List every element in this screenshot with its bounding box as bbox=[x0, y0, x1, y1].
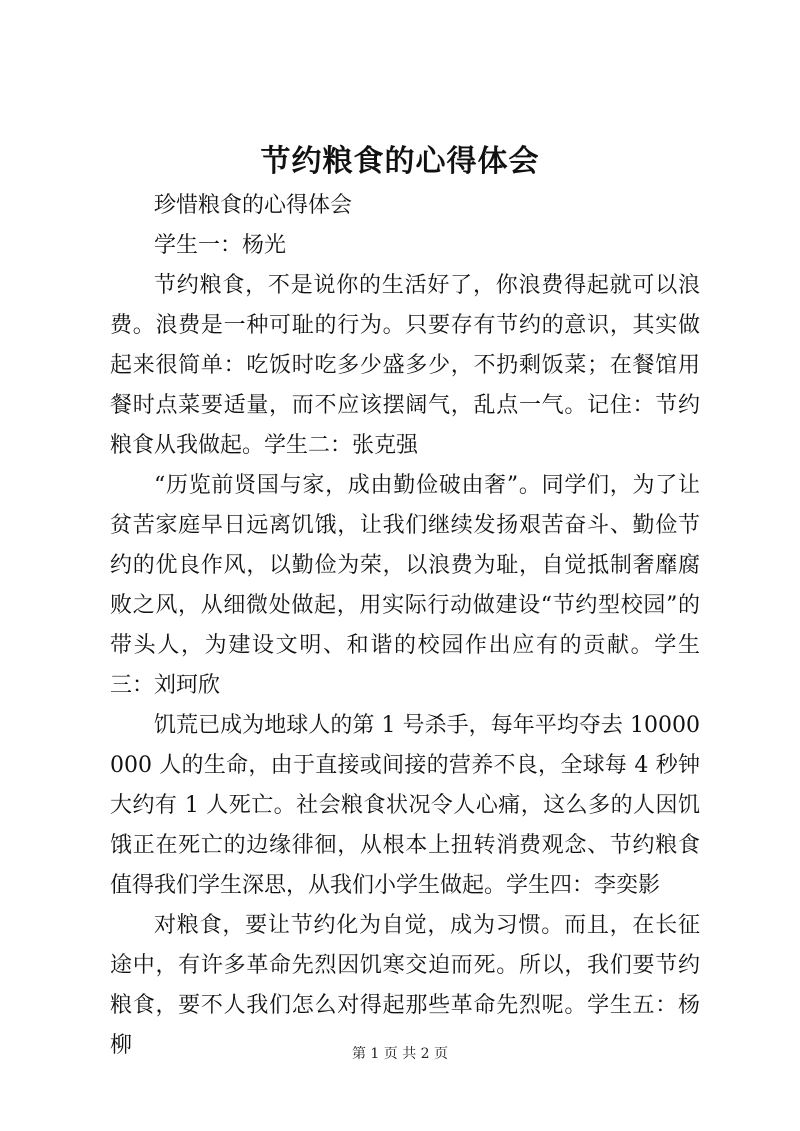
paragraph-essay-one: 节约粮食，不是说你的生活好了，你浪费得起就可以浪费。浪费是一种可耻的行为。只要存有节约的意识，其实做起来很简单：吃饭时吃多少盛多少，不扔剩饭菜；在餐馆用餐时点菜要适量，而不应该摆阔气，乱点一气。记住：节约粮食从我做起。学生二：张克强 bbox=[110, 273, 700, 458]
page-footer: 第 1 页 共 2 页 bbox=[351, 1046, 449, 1062]
paragraph-subtitle: 珍惜粮食的心得体会 bbox=[154, 193, 353, 218]
paragraph-essay-two: “历览前贤国与家，成由勤俭破由奢”。同学们，为了让贫苦家庭早日远离饥饿，让我们继续发扬艰苦奋斗、勤俭节约的优良作风，以勤俭为荣，以浪费为耻，自觉抵制奢靡腐败之风，从细微处做起，用实际行动做建设“节约型校园”的带头人，为建设文明、和谐的校园作出应有的贡献。学生三：刘珂欣 bbox=[110, 473, 700, 698]
paragraph-essay-four: 对粮食，要让节约化为自觉，成为习惯。而且，在长征途中，有许多革命先烈因饥寒交迫而死。所以，我们要节约粮食，要不人我们怎么对得起那些革命先烈呢。学生五：杨柳 bbox=[110, 913, 700, 1058]
paragraph-student-one: 学生一：杨光 bbox=[154, 233, 287, 258]
document-body bbox=[110, 186, 700, 1066]
document-title: 节约粮食的心得体会 bbox=[260, 144, 540, 179]
paragraph-essay-three: 饥荒已成为地球人的第 1 号杀手，每年平均夺去 10000000 人的生命，由于直接或间接的营养不良，全球每 4 秒钟大约有 1 人死亡。社会粮食状况令人心痛，这么多的人因饥饿正在死亡的边缘徘徊，从根本上扭转消费观念、节约粮食值得我们学生深思，从我们小学生做起。学生四：李奕影 bbox=[110, 713, 700, 898]
